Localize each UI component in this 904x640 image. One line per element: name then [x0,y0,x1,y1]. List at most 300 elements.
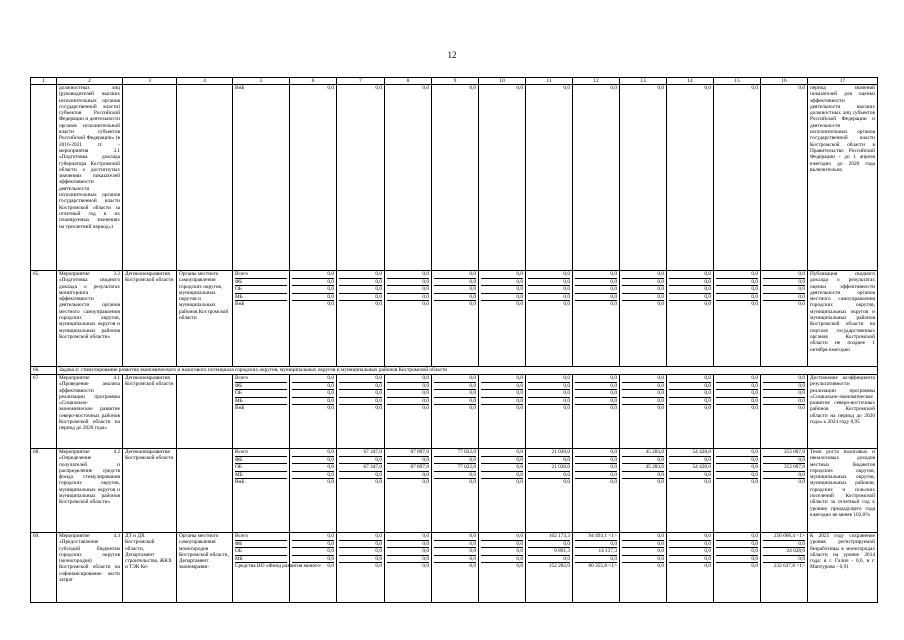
cell-line: 0,0 [339,457,382,465]
cell-line: 0,0 [622,541,664,549]
cell-line: Средства НО «Фонд развития моного- [235,563,322,569]
cell-line: 0,0 [481,390,523,398]
amount-cell [337,375,385,449]
cell-line: 0,0 [375,301,382,307]
header-col-8: 8 [385,78,432,85]
cell-line: 0,0 [657,301,664,307]
row-number: 68. [31,449,57,533]
cell-line: 0,0 [622,271,664,279]
amount-cell [620,449,667,533]
cell-line: 0,0 [575,271,617,279]
cell-line: 0,0 [292,279,334,287]
cell-line: 54 428,0 [669,449,711,457]
amount-cell: 0,0 [432,85,479,271]
cell-line: 256 666,4 <1> [763,533,805,541]
page-number: 12 [447,50,457,60]
cell-line: 0,0 [669,541,711,549]
amount-cell [479,449,526,533]
cell-line: 24 028,6 [763,548,805,556]
cell-line: 0,0 [669,279,711,287]
cell-line: 0,0 [481,548,523,556]
amount-cell [479,271,526,367]
amount-cell: 0,0 [714,85,761,271]
cell-line: 0,0 [763,271,805,279]
header-row [31,78,878,85]
cell-line: 0,0 [575,383,617,391]
cell-line: 232 637,8 <1> [773,563,805,569]
header-col-3: 3 [123,78,177,85]
cell-line: 0,0 [751,563,758,569]
amount-cell [385,533,432,603]
expected-result: Публикация сводного доклада о результатах оценки эффективности деятельности органов местного самоуправления городских округов, муниципальных округов и муниципальных районов Костромской области на портале государственных органов Костромской области не позднее 1 октября ежегодно [808,271,878,367]
participant: Органы местного самоуправления моногородов Костромской области, Департамент экономразви- [177,533,233,603]
cell-line: ВнБ [235,479,245,485]
cell-line: 0,0 [387,457,429,465]
amount-cell [337,271,385,367]
cell-line: 0,0 [563,301,570,307]
cell-line: 0,0 [622,457,664,465]
header-col-17: 17 [808,78,878,85]
cell-line: 0,0 [292,271,334,279]
cell-line: 0,0 [387,541,429,549]
cell-line: 0,0 [339,383,382,391]
header-col-7: 7 [337,78,385,85]
cell-line: 0,0 [669,556,711,564]
amount-cell [526,533,573,603]
cell-line: 0,0 [669,390,711,398]
cell-line: 0,0 [434,271,476,279]
cell-line: 0,0 [434,375,476,383]
cell-line: ОБ [235,464,287,472]
cell-line: ОБ [235,286,287,294]
cell-line: 0,0 [481,398,523,406]
cell-line: 0,0 [434,294,476,302]
cell-line: 0,0 [716,279,758,287]
amount-cell [761,533,808,603]
cell-line: 0,0 [481,375,523,383]
cell-line: 0,0 [292,548,334,556]
cell-line: 0,0 [716,533,758,541]
cell-line: 67 347,0 [339,449,382,457]
cell-line: 0,0 [375,479,382,485]
cell-line: 0,0 [434,390,476,398]
table-row [31,85,878,271]
cell-line: 0,0 [669,398,711,406]
participant [177,449,233,533]
cell-line: 0,0 [716,541,758,549]
row-number: 69. [31,533,57,603]
row-number: 67. [31,375,57,449]
cell-line: 0,0 [292,541,334,549]
cell-line: 0,0 [339,294,382,302]
cell-line: 0,0 [669,271,711,279]
measure-description: Мероприятие 4.3 «Предоставление субсидий бюджетам городских округов (моногородов) Костромской области на софинансирование части затрат [57,533,123,603]
cell-line: 0,0 [716,472,758,480]
amount-cell [290,271,337,367]
cell-line: 45 283,0 [622,464,664,472]
expected-result: Достижение коэффициента результативности реализации программы «Социально-экономическое развитие северо-восточных районов Костромской области на период до 2020 года» к 2024 году 0,95 [808,375,878,449]
header-col-4: 4 [177,78,233,85]
cell-line: ФБ [235,457,287,465]
amount-cell [432,533,479,603]
cell-line: 0,0 [528,294,570,302]
responsible-executor: Депэкономразвития Костромской области [123,271,177,367]
cell-line: Всего [235,375,287,383]
cell-line: 0,0 [387,533,429,541]
cell-line: 0,0 [575,449,617,457]
cell-line: 0,0 [469,405,476,411]
table-row [31,533,878,603]
cell-line: 0,0 [434,556,476,564]
amount-cell: 0,0 [667,85,714,271]
cell-line: 0,0 [528,398,570,406]
cell-line: 0,0 [375,563,382,569]
cell-line: ВнБ [235,405,245,411]
amount-cell [385,375,432,449]
cell-line: 0,0 [327,301,334,307]
cell-line: 0,0 [387,271,429,279]
cell-line: 0,0 [716,375,758,383]
cell-line: 0,0 [469,301,476,307]
cell-line: 0,0 [434,472,476,480]
funding-sources [233,375,290,449]
cell-line: 0,0 [339,271,382,279]
amount-cell [290,375,337,449]
cell-line: 0,0 [763,541,805,549]
header-col-14: 14 [667,78,714,85]
cell-line: 0,0 [716,271,758,279]
cell-line: 94 493,1 <1> [575,533,617,541]
expected-result: К 2025 году сохранение уровня регистрируемой безработицы в моногородах области на уровне 2014 года: в г. Галич - 0,6, в г. Мантурово - 0,91 [808,533,878,603]
cell-line: 0,0 [751,405,758,411]
cell-line: 0,0 [528,375,570,383]
cell-line: 0,0 [339,541,382,549]
cell-line: 77 022,0 [434,464,476,472]
cell-line: 0,0 [292,294,334,302]
cell-line: Всего [235,449,287,457]
cell-line: 0,0 [434,398,476,406]
cell-line: 0,0 [669,375,711,383]
cell-line: 0,0 [622,548,664,556]
cell-line: 0,0 [469,563,476,569]
task-description: Задача 4: стимулирование развития экономического и налогового потенциала городских округов, муниципальных округов и муниципальных районов Костромской области [57,367,878,375]
measure-description: Мероприятие 3.2 «Подготовка сводного доклада о результатах мониторинга эффективности деятельности органов местного самоуправления городских округов, муниципальных округов и муниципальных районов Костромской области» [57,271,123,367]
amount-cell [526,375,573,449]
amount-cell [573,271,620,367]
responsible-executor: Депэкономразвития Костромской области [123,375,177,449]
measure-description: должностных лиц (руководителей высших исполнительных органов государственной власти) субъектов Российской Федерации и деятельности органов исполнительной власти субъектов Российской Федерации» (в 2016-2021 гг. - мероприятия 3.1 «Подготовка доклада губернатора Костромской области о достигнутых значениях показателей эффективности деятельности исполнительных органов государственной власти Костромской области за отчетный год и их планируемых значениях на трехлетний период») [57,85,123,271]
cell-line: 0,0 [528,383,570,391]
program-measures-table [30,77,878,603]
amount-cell [667,271,714,367]
cell-line: 0,0 [327,563,334,569]
amount-cell: 0,0 [479,85,526,271]
header-col-5: 5 [233,78,290,85]
cell-line: 9 891,3 [528,548,570,556]
funding-sources [233,449,290,533]
header-col-16: 16 [761,78,808,85]
cell-line: 0,0 [434,541,476,549]
cell-line: 0,0 [716,383,758,391]
task-row [31,367,878,375]
cell-line: 0,0 [387,548,429,556]
cell-line: 54 428,0 [669,464,711,472]
cell-line: 0,0 [481,279,523,287]
cell-line: 0,0 [339,286,382,294]
cell-line: 0,0 [575,541,617,549]
cell-line: 0,0 [669,548,711,556]
cell-line: 0,0 [292,375,334,383]
cell-line: 0,0 [575,472,617,480]
cell-line: 0,0 [387,294,429,302]
cell-line: 0,0 [387,375,429,383]
program-table-wrapper [30,77,876,603]
funding-sources [233,533,322,603]
cell-line: 0,0 [327,405,334,411]
cell-line: 353 007,0 [763,464,805,472]
cell-line: 0,0 [292,398,334,406]
cell-line: 0,0 [481,271,523,279]
cell-line: 0,0 [516,405,523,411]
cell-line: Всего [235,271,287,279]
participant [177,375,233,449]
row-number [31,85,57,271]
cell-line: 0,0 [434,383,476,391]
cell-line: 0,0 [516,301,523,307]
cell-line: 0,0 [481,472,523,480]
amount-cell [620,375,667,449]
header-col-11: 11 [526,78,573,85]
cell-line: 0,0 [339,279,382,287]
cell-line: 0,0 [763,383,805,391]
cell-line: 0,0 [528,271,570,279]
cell-line: 0,0 [669,286,711,294]
cell-line: 0,0 [716,449,758,457]
cell-line: 0,0 [434,548,476,556]
cell-line: 0,0 [798,301,805,307]
cell-line: 0,0 [481,286,523,294]
amount-cell [479,375,526,449]
amount-cell [479,533,526,603]
cell-line: 0,0 [528,390,570,398]
header-col-13: 13 [620,78,667,85]
header-col-10: 10 [479,78,526,85]
cell-line: 0,0 [622,279,664,287]
amount-cell [761,375,808,449]
cell-line: 0,0 [622,533,664,541]
cell-line: 77 022,0 [434,449,476,457]
cell-line: 0,0 [339,472,382,480]
cell-line: 0,0 [657,479,664,485]
cell-line: ФБ [235,279,287,287]
cell-line: 0,0 [339,548,382,556]
cell-line: 0,0 [575,556,617,564]
cell-line: 0,0 [327,479,334,485]
cell-line: 0,0 [292,390,334,398]
participant: Органы местного самоуправления городских округов, муниципальных округов и муниципальных районов Костромской области [177,271,233,367]
cell-line: 0,0 [622,556,664,564]
cell-line: 0,0 [575,375,617,383]
cell-line: 0,0 [763,279,805,287]
cell-line: 0,0 [292,472,334,480]
cell-line: 0,0 [387,398,429,406]
cell-line: 0,0 [716,286,758,294]
amount-cell [620,271,667,367]
cell-line: 0,0 [528,556,570,564]
cell-line: 0,0 [481,457,523,465]
expected-result: Темп роста налоговых и неналоговых доходов местных бюджетов городских округов, муниципальных округов, муниципальных районов, городских и сельских поселений Костромской области за отчетный год к уровню предыдущего года ежегодно не менее 102,0% [808,449,878,533]
cell-line: 0,0 [716,464,758,472]
cell-line: 87 897,0 [387,464,429,472]
cell-line: 0,0 [669,472,711,480]
cell-line: 0,0 [422,479,429,485]
header-col-9: 9 [432,78,479,85]
cell-line: 0,0 [339,375,382,383]
cell-line: 0,0 [434,286,476,294]
cell-line: 0,0 [292,457,334,465]
cell-line: 0,0 [763,375,805,383]
amount-cell [573,449,620,533]
measure-description: Мероприятие 4.2 «Определение получателей и распределение средств фонда стимулирования городских округов, муниципальных округов и муниципальных районов Костромской области» [57,449,123,533]
cell-line: 0,0 [375,405,382,411]
cell-line: 0,0 [516,563,523,569]
amount-cell [432,449,479,533]
cell-line: 0,0 [751,301,758,307]
header-col-12: 12 [573,78,620,85]
cell-line: 0,0 [339,533,382,541]
cell-line: 0,0 [528,279,570,287]
cell-line: 353 007,0 [763,449,805,457]
participant [177,85,233,271]
cell-line: 0,0 [528,541,570,549]
cell-line: 0,0 [292,286,334,294]
amount-cell [573,375,620,449]
header-col-15: 15 [714,78,761,85]
cell-line: 0,0 [481,533,523,541]
cell-line: 0,0 [704,563,711,569]
cell-line: 0,0 [387,556,429,564]
cell-line: МБ [235,556,287,564]
cell-line: 0,0 [575,286,617,294]
cell-line: 0,0 [528,457,570,465]
cell-line: ОБ [235,390,287,398]
responsible-executor: Депэкономразвития Костромской области [123,449,177,533]
amount-cell [337,533,385,603]
cell-line: 0,0 [387,383,429,391]
amount-cell [714,271,761,367]
cell-line: ФБ [235,383,287,391]
amount-cell: 0,0 [573,85,620,271]
amount-cell [761,449,808,533]
cell-line: 0,0 [387,286,429,294]
cell-line: 0,0 [434,533,476,541]
cell-line: 0,0 [575,294,617,302]
cell-line: 0,0 [657,563,664,569]
cell-line: 0,0 [434,457,476,465]
cell-line: 0,0 [669,533,711,541]
cell-line: 0,0 [798,405,805,411]
cell-line: 0,0 [481,541,523,549]
cell-line: 0,0 [516,479,523,485]
cell-line: 0,0 [387,390,429,398]
cell-line: 87 897,0 [387,449,429,457]
cell-line: 0,0 [669,294,711,302]
amount-cell [290,449,337,533]
cell-line: 0,0 [292,383,334,391]
cell-line: 0,0 [622,375,664,383]
cell-line: МБ [235,294,287,302]
cell-line: 0,0 [763,457,805,465]
cell-line: 0,0 [563,405,570,411]
cell-line: 0,0 [481,464,523,472]
cell-line: 0,0 [563,479,570,485]
cell-line: МБ [235,472,287,480]
cell-line: 0,0 [610,479,617,485]
amount-cell [432,375,479,449]
amount-cell: 0,0 [385,85,432,271]
cell-line: 0,0 [387,279,429,287]
cell-line: 21 030,0 [528,464,570,472]
cell-line: 80 355,8 <1> [588,563,617,569]
amount-cell: 0,0 [337,85,385,271]
cell-line: 0,0 [610,301,617,307]
cell-line: 0,0 [292,464,334,472]
cell-line: ОБ [235,548,287,556]
header-col-2: 2 [57,78,123,85]
cell-line: 0,0 [763,294,805,302]
cell-line: 0,0 [339,390,382,398]
cell-line: 0,0 [528,286,570,294]
cell-line: МБ [235,398,287,406]
cell-line: 0,0 [798,479,805,485]
amount-cell [432,271,479,367]
amount-cell [714,449,761,533]
funding-source: ВнБ [233,85,290,271]
cell-line: 67 347,0 [339,464,382,472]
cell-line: 0,0 [622,286,664,294]
cell-line: 0,0 [422,563,429,569]
cell-line: 45 283,0 [622,449,664,457]
header-col-6: 6 [290,78,337,85]
amount-cell [761,271,808,367]
cell-line: 0,0 [704,301,711,307]
amount-cell [526,449,573,533]
row-number: 66. [31,367,57,375]
cell-line: 0,0 [339,556,382,564]
amount-cell [667,375,714,449]
cell-line: 0,0 [763,472,805,480]
cell-line: ФБ [235,541,287,549]
table-row [31,449,878,533]
cell-line: 21 030,0 [528,449,570,457]
cell-line: 0,0 [575,398,617,406]
amount-cell [385,271,432,367]
cell-line: 0,0 [716,457,758,465]
row-number: 65. [31,271,57,367]
cell-line: 0,0 [716,390,758,398]
cell-line: 0,0 [716,294,758,302]
cell-line: 0,0 [763,398,805,406]
cell-line: 0,0 [575,279,617,287]
cell-line: 0,0 [622,383,664,391]
amount-cell: 0,0 [761,85,808,271]
amount-cell [714,533,761,603]
cell-line: 0,0 [575,457,617,465]
cell-line: 0,0 [387,472,429,480]
cell-line: 152 282,0 [548,563,570,569]
amount-cell [337,449,385,533]
cell-line: 0,0 [481,449,523,457]
